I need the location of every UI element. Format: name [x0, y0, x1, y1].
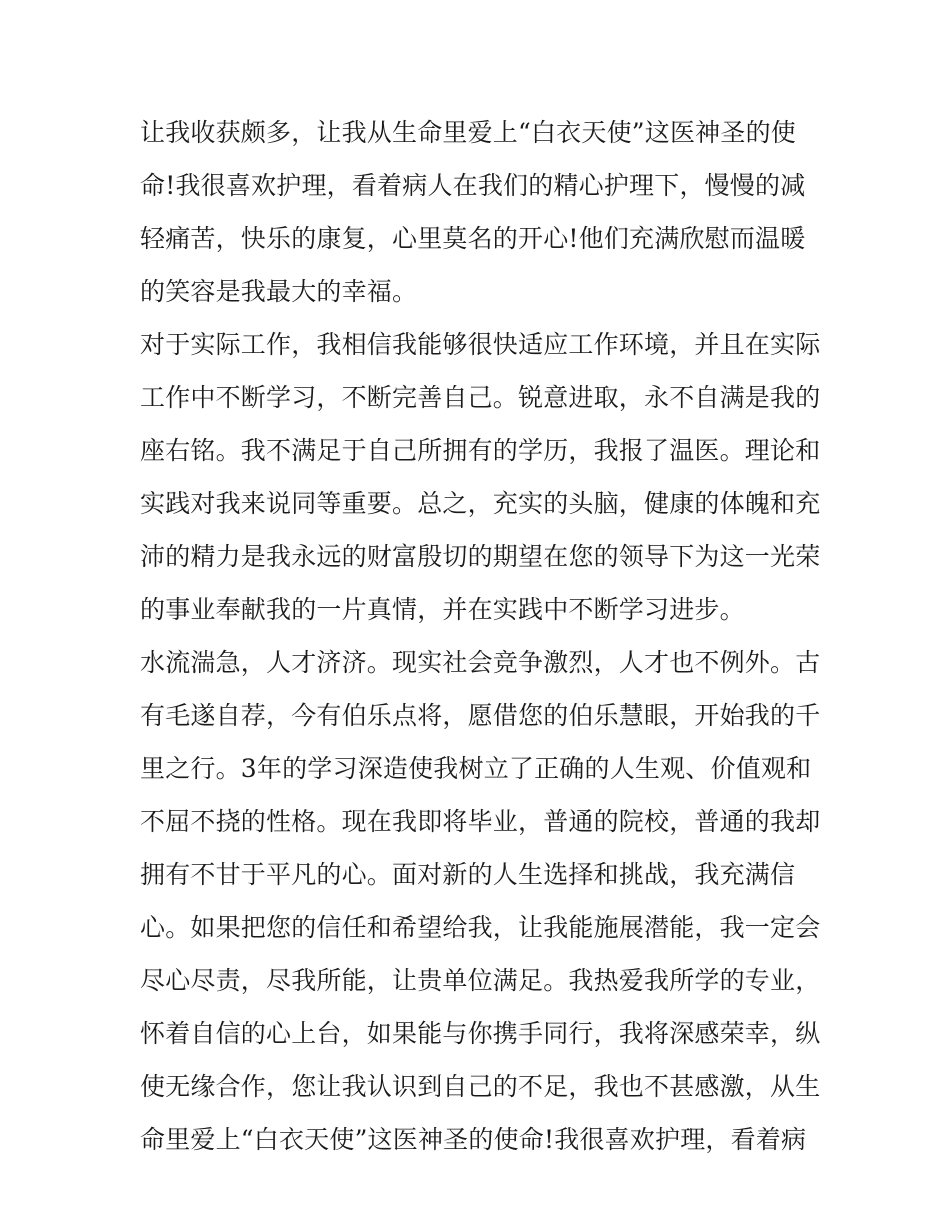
text-line: 工作中不断学习，不断完善自己。锐意进取，永不自满是我的 [140, 383, 820, 412]
text-line: 的笑容是我最大的幸福。 [140, 277, 418, 306]
text-line: 心。如果把您的信任和希望给我，让我能施展潜能，我一定会 [140, 913, 820, 942]
text-line: 的事业奉献我的一片真情，并在实践中不断学习进步。 [140, 595, 745, 624]
text-line: 尽心尽责，尽我所能，让贵单位满足。我热爱我所学的专业， [140, 966, 820, 995]
text-line: 使无缘合作，您让我认识到自己的不足，我也不甚感激，从生 [140, 1072, 820, 1101]
text-line: 命!我很喜欢护理，看着病人在我们的精心护理下，慢慢的减 [140, 171, 806, 200]
text-line: 对于实际工作，我相信我能够很快适应工作环境，并且在实际 [140, 330, 820, 359]
text-line: 命里爱上“白衣天使”这医神圣的使命!我很喜欢护理，看着病 [140, 1125, 807, 1154]
text-line: 有毛遂自荐，今有伯乐点将，愿借您的伯乐慧眼，开始我的千 [140, 701, 820, 730]
text-line: 让我收获颇多，让我从生命里爱上“白衣天使”这医神圣的使 [140, 118, 796, 147]
text-line: 拥有不甘于平凡的心。面对新的人生选择和挑战，我充满信 [140, 860, 796, 889]
text-line: 座右铭。我不满足于自己所拥有的学历，我报了温医。理论和 [140, 436, 820, 465]
document-body [140, 106, 820, 1166]
text-line: 水流湍急，人才济济。现实社会竞争激烈，人才也不例外。古 [140, 648, 820, 677]
text-line: 里之行。3年的学习深造使我树立了正确的人生观、价值观和 [140, 754, 812, 783]
text-line: 实践对我来说同等重要。总之，充实的头脑，健康的体魄和充 [140, 489, 820, 518]
text-line: 怀着自信的心上台，如果能与你携手同行，我将深感荣幸，纵 [140, 1019, 820, 1048]
text-line: 轻痛苦，快乐的康复，心里莫名的开心!他们充满欣慰而温暖 [140, 224, 806, 253]
text-line: 不屈不挠的性格。现在我即将毕业，普通的院校，普通的我却 [140, 807, 820, 836]
text-line: 沛的精力是我永远的财富殷切的期望在您的领导下为这一光荣 [140, 542, 820, 571]
